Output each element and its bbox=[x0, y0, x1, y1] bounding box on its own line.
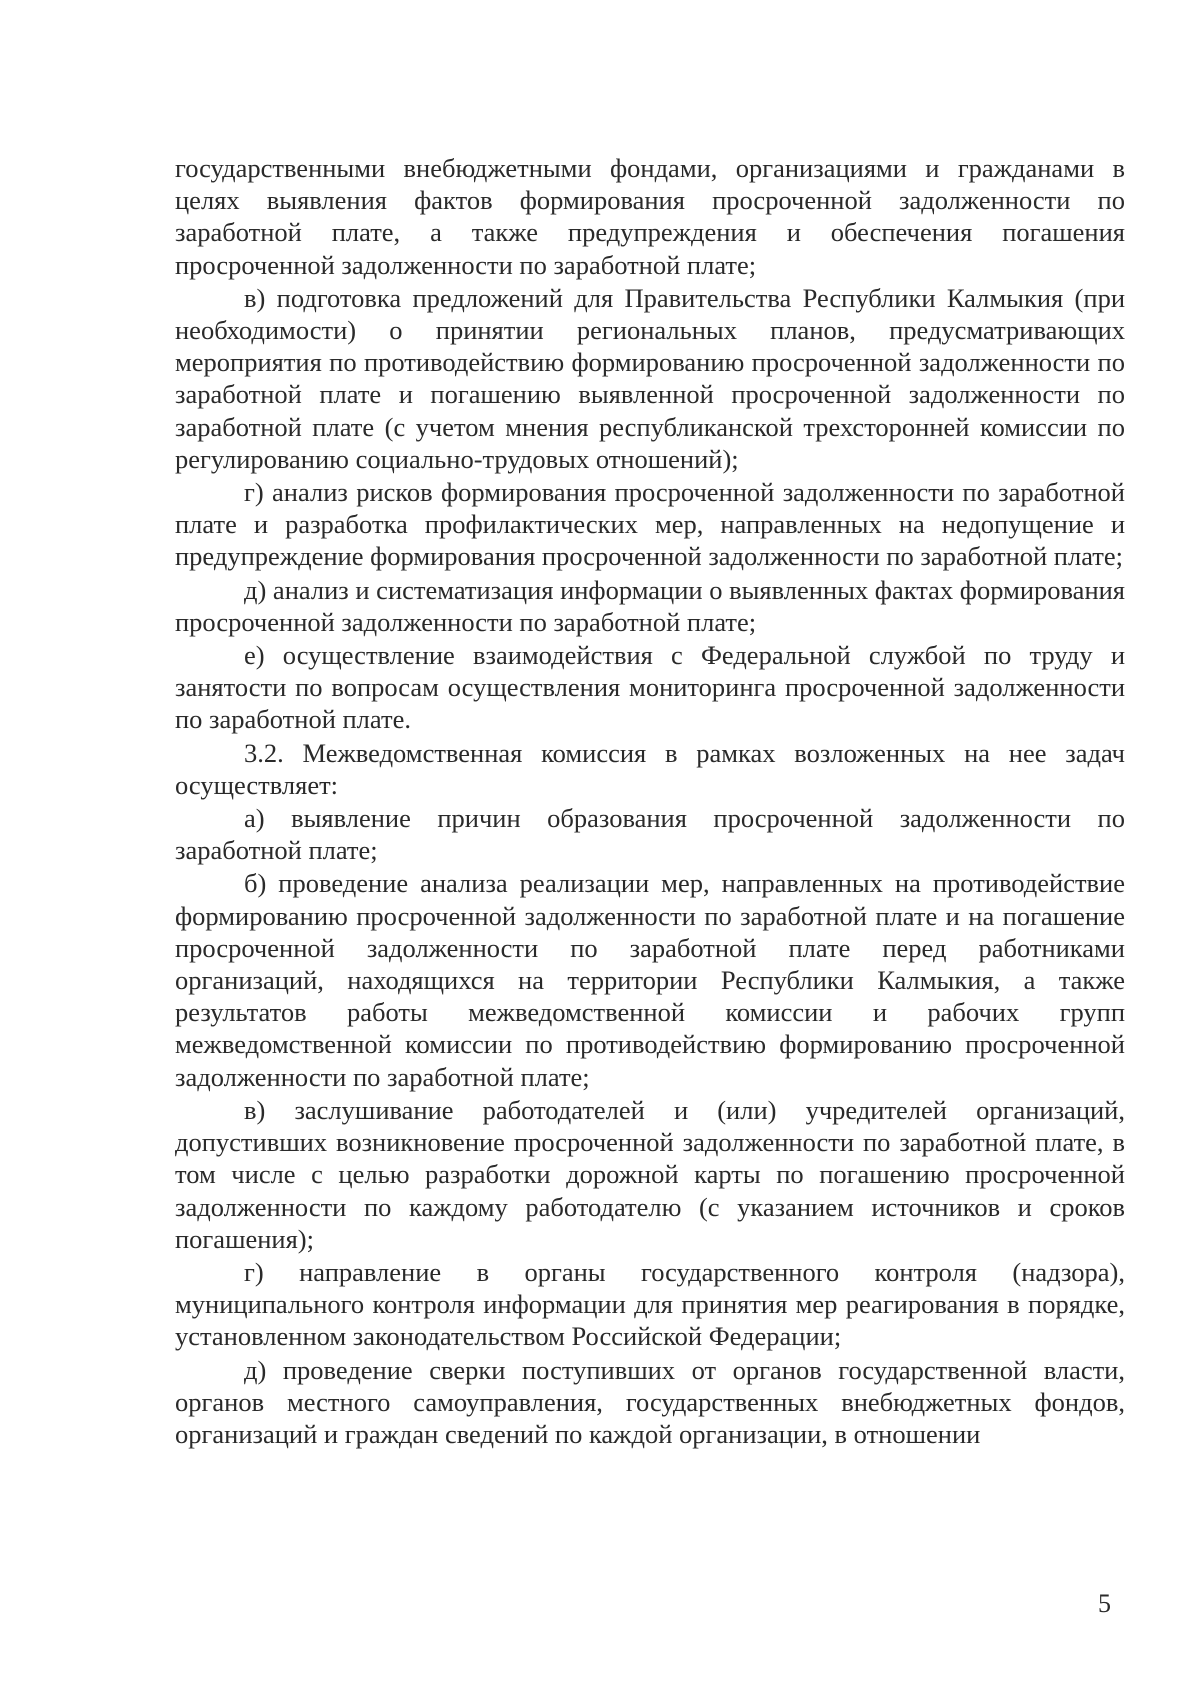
paragraph-section-3-2: 3.2. Межведомственная комиссия в рамках возложенных на нее задач осуществляет: bbox=[175, 737, 1125, 800]
document-body bbox=[175, 152, 1125, 1451]
paragraph-item-g-2: г) направление в органы государственного контроля (надзора), муниципального контроля информации для принятия мер реагирования в порядке, установленном законодательством Российской Федерации; bbox=[175, 1256, 1125, 1352]
paragraph-item-d-2: д) проведение сверки поступивших от органов государственной власти, органов местного самоуправления, государственных внебюджетных фондов, организаций и граждан сведений по каждой организации, в отношении bbox=[175, 1354, 1125, 1449]
paragraph-item-e: е) осуществление взаимодействия с Федеральной службой по труду и занятости по вопросам осуществления мониторинга просроченной задолженности по заработной плате. bbox=[175, 640, 1125, 735]
paragraph-continuation: государственными внебюджетными фондами, организациями и гражданами в целях выявления фактов формирования просроченной задолженности по заработной плате, а также предупреждения и обеспечения погашения просроченной задолженности по заработной плате; bbox=[175, 153, 1125, 280]
paragraph-item-d: д) анализ и систематизация информации о выявленных фактах формирования просроченной задолженности по заработной плате; bbox=[175, 574, 1125, 637]
paragraph-item-a: а) выявление причин образования просроченной задолженности по заработной плате; bbox=[175, 803, 1125, 866]
page-number: 5 bbox=[1098, 1589, 1111, 1618]
paragraph-item-b: б) проведение анализа реализации мер, направленных на противодействие формированию просроченной задолженности по заработной плате и на погашение просроченной задолженности по заработной плате перед работниками организаций, находящихся на территории Республики Калмыкия, а также результатов работы межведомственной комиссии и рабочих групп межведомственной комиссии по противодействию формированию просроченной задолженности по заработной плате; bbox=[175, 868, 1125, 1092]
paragraph-item-g: г) анализ рисков формирования просроченной задолженности по заработной плате и разработка профилактических мер, направленных на недопущение и предупреждение формирования просроченной задолженности по заработной плате; bbox=[175, 477, 1125, 572]
paragraph-item-v-2: в) заслушивание работодателей и (или) учредителей организаций, допустивших возникновение просроченной задолженности по заработной плате, в том числе с целью разработки дорожной карты по погашению просроченной задолженности по каждому работодателю (с указанием источников и сроков погашения); bbox=[175, 1094, 1125, 1254]
paragraph-item-v: в) подготовка предложений для Правительства Республики Калмыкия (при необходимости) о принятии региональных планов, предусматривающих мероприятия по противодействию формированию просроченной задолженности по заработной плате и погашению выявленной просроченной задолженности по заработной плате (с учетом мнения республиканской трехсторонней комиссии по регулированию социально-трудовых отношений); bbox=[175, 282, 1125, 474]
